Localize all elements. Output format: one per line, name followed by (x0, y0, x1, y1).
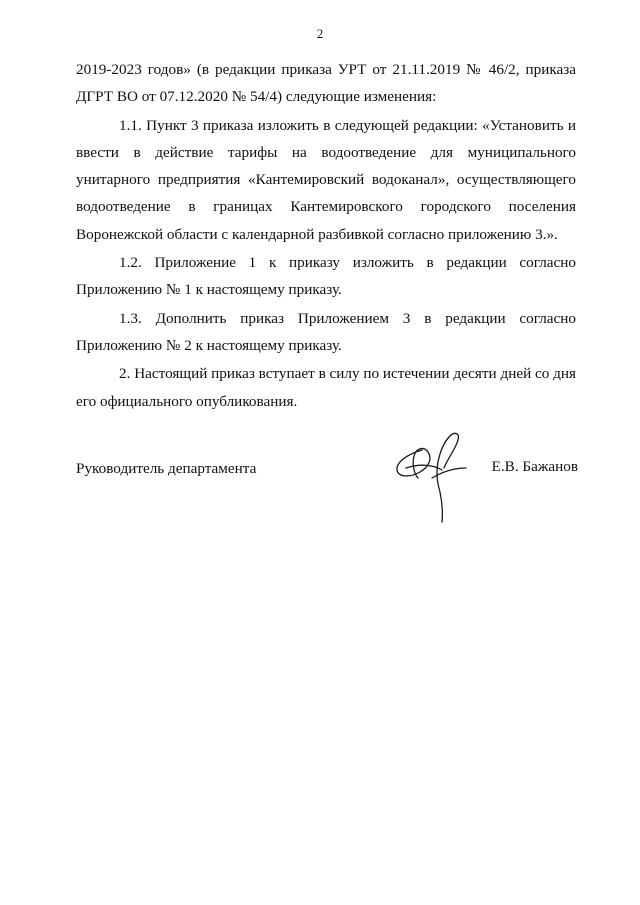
document-body (76, 56, 576, 415)
paragraph-item-1-3: 1.3. Дополнить приказ Приложением 3 в редакции согласно Приложению № 2 к настоящему приказу. (76, 309, 576, 354)
handwritten-signature (388, 428, 498, 526)
paragraph-amendments-intro: 2019-2023 годов» (в редакции приказа УРТ от 21.11.2019 № 46/2, приказа ДГРТ ВО от 07.12.2020 № 54/4) следующие изменения: (76, 61, 576, 106)
paragraph-item-1-2: 1.2. Приложение 1 к приказу изложить в редакции согласно Приложению № 1 к настоящему приказу. (76, 254, 576, 299)
paragraph-item-1-1: 1.1. Пункт 3 приказа изложить в следующей редакции: «Установить и ввести в действие тарифы на водоотведение для муниципального унитарного предприятия «Кантемировский водоканал», осуществляющего водоотведение в границах Кантемировского городского поселения Воронежской области с календарной разбивкой согласно приложению 3.». (76, 116, 576, 243)
signatory-position: Руководитель департамента (76, 460, 257, 477)
paragraph-item-2: 2. Настоящий приказ вступает в силу по истечении десяти дней со дня его официального опубликования. (76, 365, 576, 410)
page-number: 2 (316, 26, 324, 41)
signatory-name: Е.В. Бажанов (491, 458, 578, 475)
signature-block (76, 430, 576, 540)
